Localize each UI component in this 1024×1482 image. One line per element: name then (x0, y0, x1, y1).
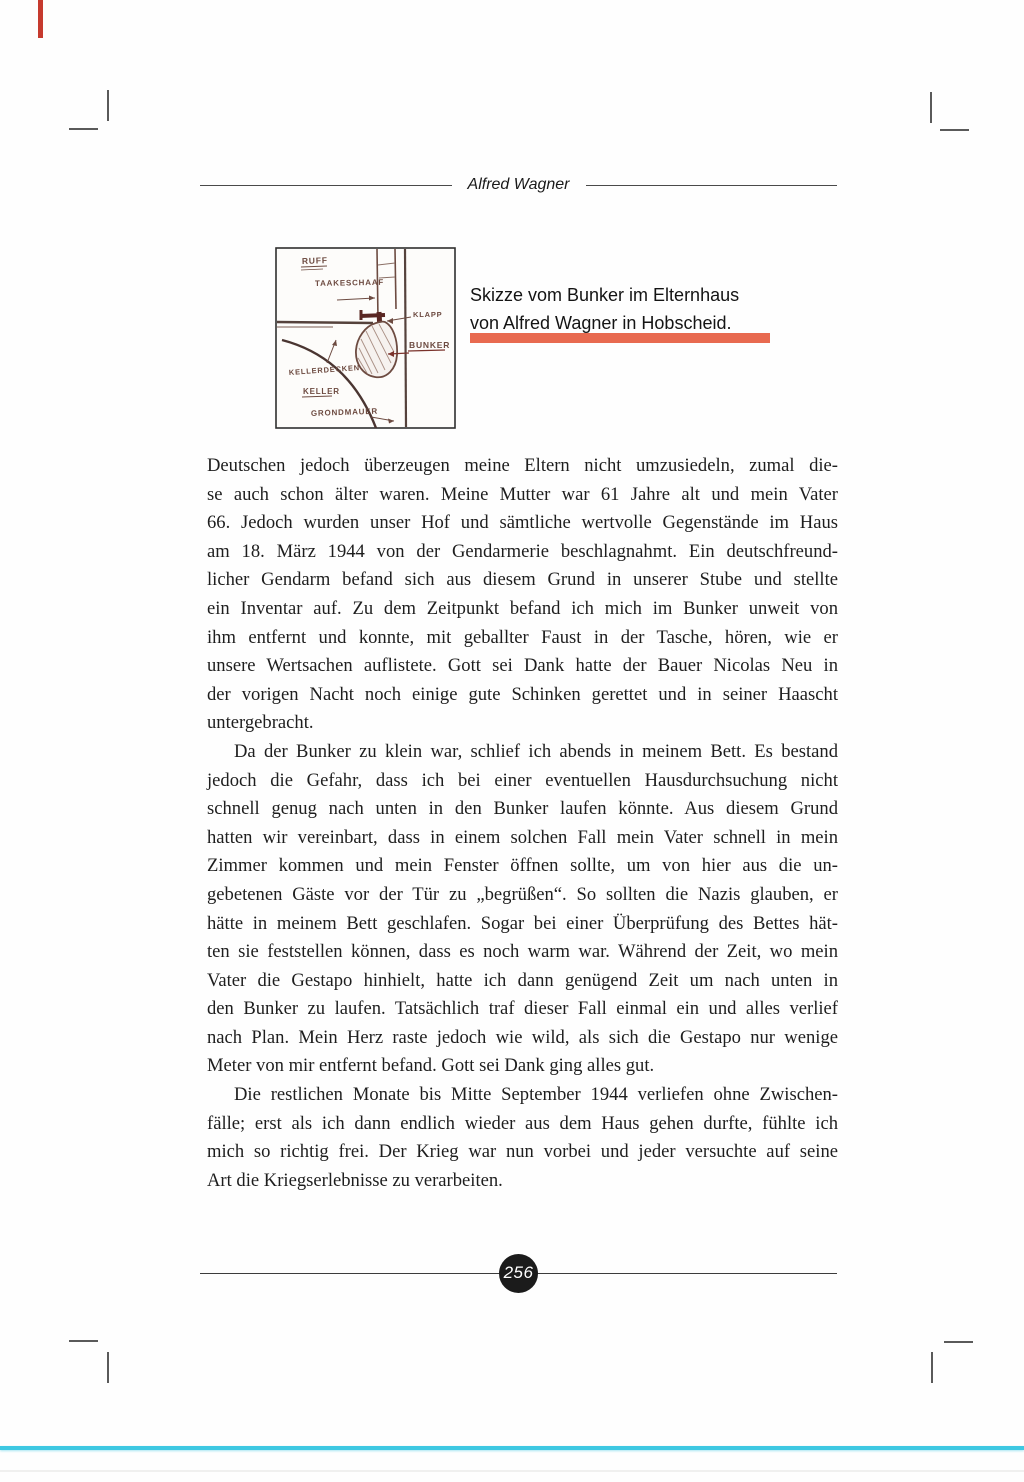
crop-mark-bottom-left-h (69, 1340, 98, 1342)
text-line: Da der Bunker zu klein war, schlief ich abends in meinem Bett. Es bestand (234, 740, 838, 762)
caption-line-2: von Alfred Wagner in Hobscheid. (470, 313, 732, 333)
body-text (207, 452, 838, 1195)
text-line: jedoch die Gefahr, dass ich bei einer eventuellen Hausdurchsuchung nicht (207, 769, 838, 791)
text-line: fälle; erst als ich dann endlich wieder aus dem Haus gehen durfte, fühlte ich (207, 1112, 838, 1134)
text-line: se auch schon älter waren. Meine Mutter war 61 Jahre alt und mein Vater (207, 483, 838, 505)
sketch-kellerdecken-label: KELLERDECKEN (288, 363, 361, 377)
crop-mark-top-left-h (69, 128, 98, 130)
crop-mark-top-right-h (940, 129, 969, 131)
text-line: licher Gendarm befand sich aus diesem Grund in unserer Stube und stellte (207, 569, 838, 591)
text-line: hätte in meinem Bett geschlafen. Sogar bei einer Überprüfung des Bettes hät- (207, 912, 838, 934)
text-line: der vorigen Nacht noch einige gute Schinken gerettet und in seiner Haascht (207, 683, 838, 705)
registration-mark-red (38, 0, 43, 38)
sketch-schaaf-label: TAAKESCHAAF (314, 277, 385, 288)
text-line: nach Plan. Mein Herz raste jedoch wie wild, als sich die Gestapo nur wenige (207, 1026, 838, 1048)
text-line: am 18. März 1944 von der Gendarmerie beschlagnahmt. Ein deutschfreund- (207, 540, 838, 562)
scanner-shadow-line (0, 1470, 1024, 1472)
text-line: Deutschen jedoch überzeugen meine Eltern nicht umzusiedeln, zumal die- (207, 455, 838, 476)
paragraph (207, 452, 838, 738)
sketch-keller-label: KELLER (303, 387, 340, 396)
bunker-sketch-drawing (275, 247, 456, 429)
text-line: hatten wir vereinbart, dass in einem solchen Fall mein Vater schnell in mein (207, 826, 838, 848)
text-line: ihm entfernt und konnte, mit geballter Faust in der Tasche, hören, wie er (207, 626, 838, 648)
crop-mark-bottom-right-v (931, 1352, 933, 1383)
figure-caption (470, 281, 790, 337)
paragraph (207, 738, 838, 1081)
text-line: Meter von mir entfernt befand. Gott sei Dank ging alles gut. (207, 1055, 655, 1077)
sketch-grondmauer-label: GRONDMAUER (310, 406, 379, 418)
sketch-klapp-label: KLAPP (413, 310, 443, 319)
scanner-edge-line (0, 1446, 1024, 1450)
caption-line-1: Skizze vom Bunker im Elternhaus (470, 285, 740, 305)
crop-mark-top-right-v (930, 92, 932, 123)
text-line: untergebracht. (207, 712, 314, 734)
crop-mark-bottom-left-v (107, 1352, 109, 1383)
text-line: 66. Jedoch wurden unser Hof und sämtliche wertvolle Gegenstände im Haus (207, 512, 838, 534)
crop-mark-top-left-v (107, 90, 109, 121)
text-line: unsere Wertsachen auflistete. Gott sei Dank hatte der Bauer Nicolas Neu in (207, 655, 838, 677)
sketch-ruff-label: RUFF (301, 255, 328, 266)
text-line: mich so richtig frei. Der Krieg war nun vorbei und jeder versuchte auf seine (207, 1141, 838, 1163)
text-line: ein Inventar auf. Zu dem Zeitpunkt befand ich mich im Bunker unweit von (207, 597, 838, 619)
text-line: ten sie feststellen können, dass es noch warm war. Während der Zeit, wo mein (207, 941, 838, 963)
footer-rule-left (200, 1273, 500, 1274)
running-header (200, 176, 837, 194)
text-line: Art die Kriegserlebnisse zu verarbeiten. (207, 1169, 503, 1191)
header-rule-left (200, 185, 452, 186)
page-number: 256 (503, 1263, 534, 1282)
page-footer (200, 1253, 837, 1293)
text-line: Vater die Gestapo hinhielt, hatte ich dann genügend Zeit um nach unten in (207, 969, 838, 991)
text-line: den Bunker zu laufen. Tatsächlich traf dieser Fall einmal ein und alles verlief (207, 998, 838, 1020)
text-line: gebetenen Gäste vor der Tür zu „begrüßen“. So sollten die Nazis glauben, er (207, 883, 838, 905)
text-line: Zimmer kommen und mein Fenster öffnen sollte, um von hier aus die un- (207, 855, 838, 877)
sketch-bunker-label: BUNKER (409, 340, 451, 350)
text-line: Die restlichen Monate bis Mitte September 1944 verliefen ohne Zwischen- (234, 1084, 838, 1106)
footer-rule-right (537, 1273, 837, 1274)
paragraph (207, 1081, 838, 1195)
author-name: Alfred Wagner (467, 176, 570, 193)
page-number-badge (499, 1254, 538, 1293)
crop-mark-bottom-right-h (944, 1341, 973, 1343)
header-rule-right (586, 185, 838, 186)
text-line: schnell genug nach unten in den Bunker laufen könnte. Aus diesem Grund (207, 798, 838, 820)
bunker-sketch-figure (275, 247, 456, 429)
caption-accent-bar (470, 333, 770, 343)
